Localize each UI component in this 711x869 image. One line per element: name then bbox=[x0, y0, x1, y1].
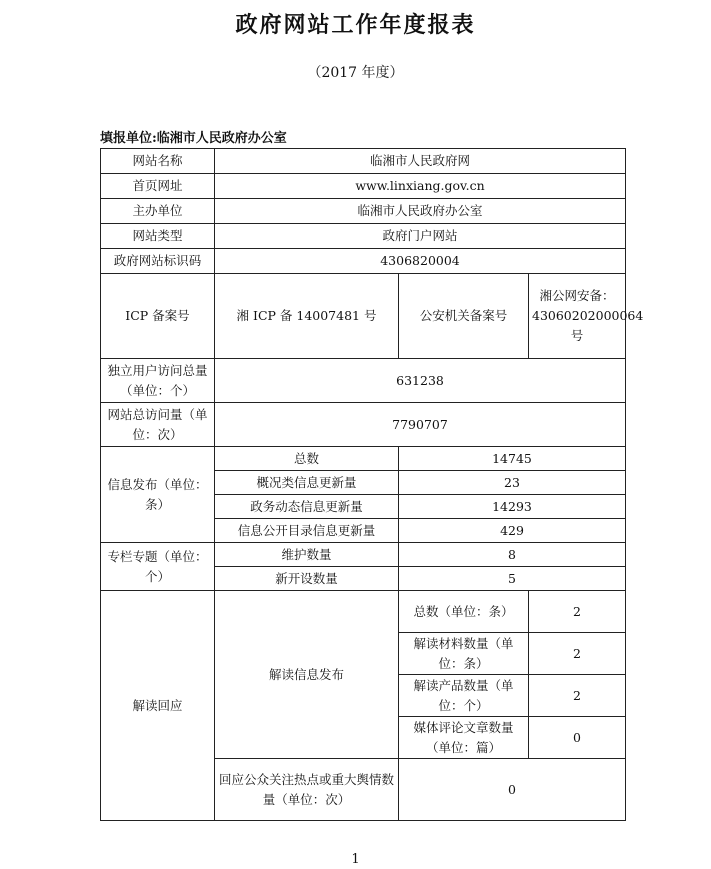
uv-value: 631238 bbox=[215, 359, 626, 403]
media-count-value: 0 bbox=[529, 717, 626, 759]
info-total-label: 总数 bbox=[215, 447, 399, 471]
police-record-value: 湘公网安备：43060202000064 号 bbox=[529, 274, 626, 359]
table-row bbox=[101, 543, 626, 567]
response-count-value: 0 bbox=[399, 759, 626, 821]
material-count-label: 解读材料数量（单位：条） bbox=[399, 633, 529, 675]
table-row bbox=[101, 224, 626, 249]
overview-update-label: 概况类信息更新量 bbox=[215, 471, 399, 495]
table-row bbox=[101, 403, 626, 447]
response-count-label: 回应公众关注热点或重大舆情数量（单位：次） bbox=[215, 759, 399, 821]
info-publish-label: 信息发布（单位：条） bbox=[101, 447, 215, 543]
sponsor-value: 临湘市人民政府办公室 bbox=[215, 199, 626, 224]
new-count-value: 5 bbox=[399, 567, 626, 591]
homepage-label: 首页网址 bbox=[101, 174, 215, 199]
column-topic-label: 专栏专题（单位：个） bbox=[101, 543, 215, 591]
page-title: 政府网站工作年度报表 bbox=[235, 13, 476, 38]
table-row bbox=[101, 274, 626, 359]
table-row bbox=[101, 359, 626, 403]
pv-label: 网站总访问量（单位：次） bbox=[101, 403, 215, 447]
material-count-value: 2 bbox=[529, 633, 626, 675]
homepage-value: www.linxiang.gov.cn bbox=[215, 174, 626, 199]
new-count-label: 新开设数量 bbox=[215, 567, 399, 591]
page-number: 1 bbox=[351, 852, 360, 867]
sponsor-label: 主办单位 bbox=[101, 199, 215, 224]
table-row bbox=[101, 149, 626, 174]
overview-update-value: 23 bbox=[399, 471, 626, 495]
table-row bbox=[101, 447, 626, 471]
interpret-total-label: 总数（单位：条） bbox=[399, 591, 529, 633]
report-year: （2017 年度） bbox=[307, 65, 404, 81]
site-id-label: 政府网站标识码 bbox=[101, 249, 215, 274]
site-id-value: 4306820004 bbox=[215, 249, 626, 274]
police-record-label: 公安机关备案号 bbox=[399, 274, 529, 359]
maintain-count-label: 维护数量 bbox=[215, 543, 399, 567]
affairs-update-label: 政务动态信息更新量 bbox=[215, 495, 399, 519]
table-row bbox=[101, 174, 626, 199]
table-row bbox=[101, 199, 626, 224]
icp-value: 湘 ICP 备 14007481 号 bbox=[215, 274, 399, 359]
interpret-response-label: 解读回应 bbox=[101, 591, 215, 821]
interpret-publish-label: 解读信息发布 bbox=[215, 591, 399, 759]
interpret-total-value: 2 bbox=[529, 591, 626, 633]
site-name-value: 临湘市人民政府网 bbox=[215, 149, 626, 174]
info-total-value: 14745 bbox=[399, 447, 626, 471]
affairs-update-value: 14293 bbox=[399, 495, 626, 519]
report-table bbox=[100, 148, 644, 821]
uv-label: 独立用户访问总量（单位：个） bbox=[101, 359, 215, 403]
catalog-update-label: 信息公开目录信息更新量 bbox=[215, 519, 399, 543]
site-type-value: 政府门户网站 bbox=[215, 224, 626, 249]
reporting-unit: 填报单位:临湘市人民政府办公室 bbox=[100, 131, 287, 146]
product-count-value: 2 bbox=[529, 675, 626, 717]
table-row bbox=[101, 249, 626, 274]
media-count-label: 媒体评论文章数量（单位：篇） bbox=[399, 717, 529, 759]
site-type-label: 网站类型 bbox=[101, 224, 215, 249]
table-row bbox=[101, 591, 626, 633]
pv-value: 7790707 bbox=[215, 403, 626, 447]
catalog-update-value: 429 bbox=[399, 519, 626, 543]
product-count-label: 解读产品数量（单位：个） bbox=[399, 675, 529, 717]
maintain-count-value: 8 bbox=[399, 543, 626, 567]
site-name-label: 网站名称 bbox=[101, 149, 215, 174]
icp-label: ICP 备案号 bbox=[101, 274, 215, 359]
